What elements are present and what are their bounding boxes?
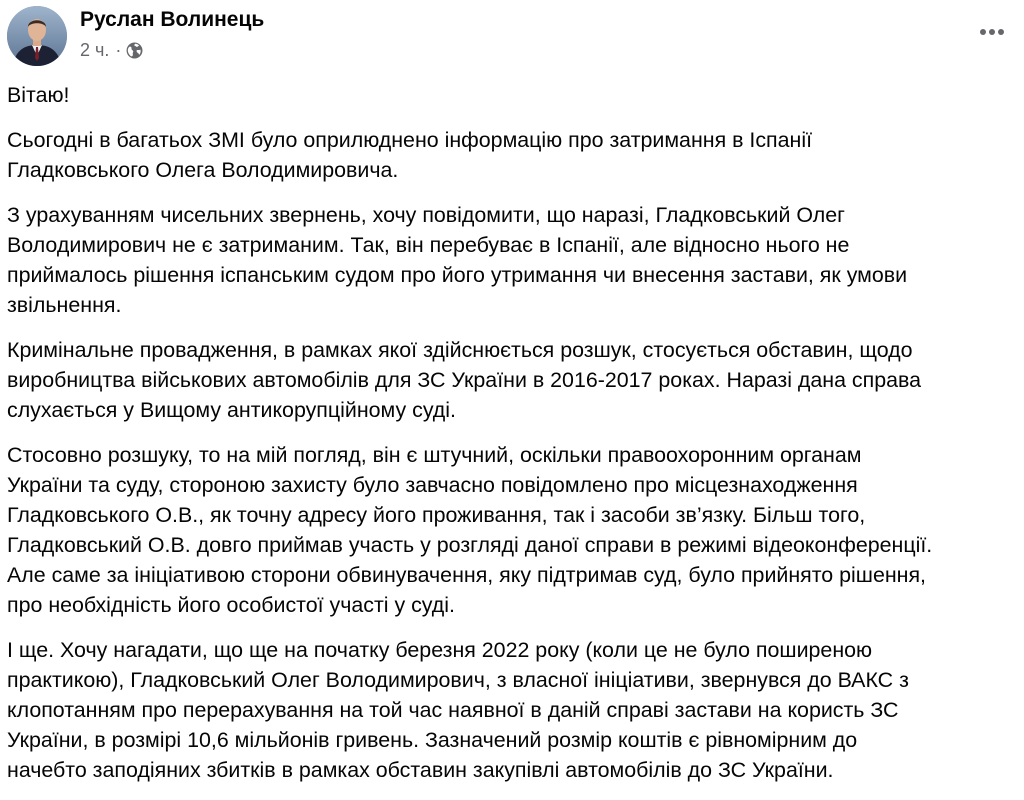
more-options-button[interactable] [977,20,1007,44]
post-header [7,4,1017,66]
post-time[interactable]: 2 ч. [80,40,110,60]
paragraph-not-detained: З урахуванням чисельних звернень, хочу повідомити, що наразі, Гладковський Олег Володимирович не є затриманим. Так, він перебуває в Іспанії, але відносно нього не приймалось рішення іспанським судом про його утримання чи внесення застави, як умови звільнення. [7,203,908,317]
paragraph-search: Стосовно розшуку, то на мій погляд, він є штучний, оскільки правоохоронним органам України та суду, стороною захисту було завчасно повідомлено про місцезнаходження Гладковського О.В., як точну адресу його проживання, так і засоби зв’язку. Більш того, Гладковський О.В. довго приймав участь у розгляді даної справи в режимі відеоконференції. Але саме за ініціативою сторони обвинувачення, яку підтримав суд, було прийнято рішення, про необхідність його особистої участі у суді. [7,443,933,617]
post-meta [80,40,143,61]
paragraph-criminal-case: Кримінальне провадження, в рамках якої здійснюється розшук, стосується обставин, щодо виробництва військових автомобілів для ЗС України в 2016-2017 роках. Наразі дана справа слухається у Вищому антикорупційному суді. [7,338,922,422]
author-name[interactable]: Руслан Волинець [80,8,265,31]
more-horizontal-icon [979,28,1005,36]
post-text [7,80,1012,800]
paragraph-news: Сьогодні в багатьох ЗМІ було оприлюднено інформацію про затримання в Іспанії Гладковського Олега Володимировича. [7,128,813,182]
paragraph-bail-transfer: І ще. Хочу нагадати, що ще на початку березня 2022 року (коли це не було поширеною практикою), Гладковський Олег Володимирович, з власної ініціативи, звернувся до ВАКС з клопотанням про перерахування на той час наявної в даній справі застави на користь ЗС України, в розмірі 10,6 мільйонів гривень. Зазначений розмір коштів є рівномірним до начебто заподіяних збитків в рамках обставин закупівлі автомобілів до ЗС України. [7,638,909,782]
meta-separator: · [115,40,122,60]
paragraph-greeting: Вітаю! [7,83,70,107]
author-avatar[interactable] [7,6,67,66]
globe-icon[interactable] [126,42,143,59]
